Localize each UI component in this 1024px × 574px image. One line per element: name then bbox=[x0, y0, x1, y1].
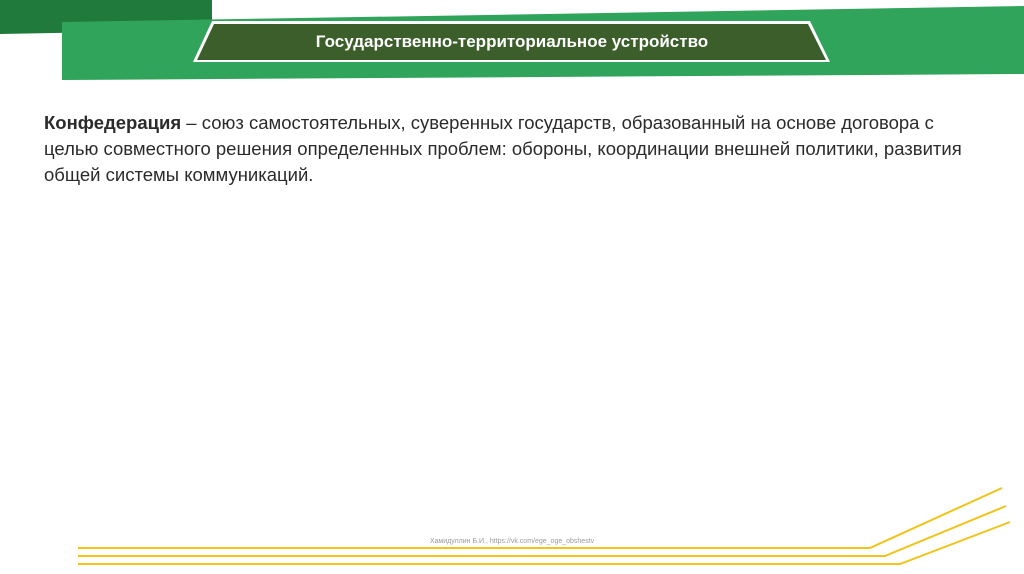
definition-text: – союз самостоятельных, суверенных государств, образованный на основе договора с целью совместного решения определенных проблем: обороны, координации внешней политики, развития общей системы коммуникаций. bbox=[44, 112, 962, 185]
definition-paragraph bbox=[44, 110, 984, 188]
term-label: Конфедерация bbox=[44, 112, 182, 133]
footer-credit: Хамидуллин Б.И., https://vk.com/ege_oge_obshestv bbox=[429, 538, 595, 545]
yellow-lines bbox=[78, 488, 1010, 564]
slide-title: Государственно-территориальное устройство bbox=[315, 32, 709, 51]
